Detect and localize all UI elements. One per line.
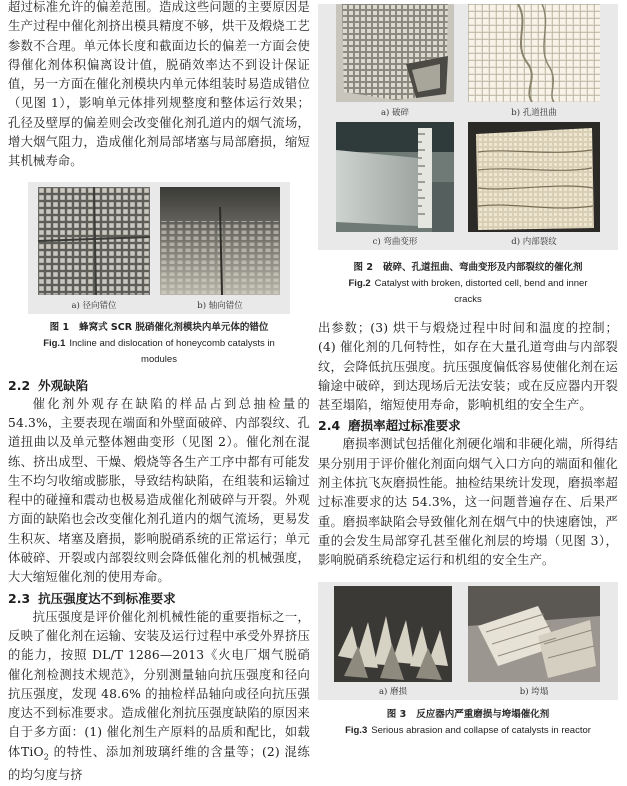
figure-2-title-zh: 破碎、孔道扭曲、弯曲变形及内部裂纹的催化剂 [382,262,583,273]
figure-3-label-en: Fig.3 [345,724,368,736]
figure-1-title-en: Incline and dislocation of honeycomb catalysts in modules [69,337,275,365]
continued-paragraph: 出参数；(3) 烘干与煅烧过程中时间和温度的控制；(4) 催化剂的几何特性，如存在大量孔道弯曲与内部裂纹，会降低抗压强度。抗压强度偏低容易使催化剂在运输途中破碎，到达现场后无法安装；或在反应器内开裂甚至塌陷，缩短使用寿命，影响机组的安全生产。 [318,321,618,413]
figure-2b-caption: b) 孔道扭曲 [511,108,557,118]
figure-3-caption-en [318,723,618,739]
section-2-3-body [8,608,310,786]
figure-3b-photo [468,586,600,682]
figure-1b-caption: b) 轴向错位 [197,300,243,311]
figure-1b-photo [160,187,280,295]
figure-3 [318,582,618,700]
figure-3a-photo [334,586,452,682]
figure-1a-photo [38,187,150,295]
figure-1-label-en: Fig.1 [43,337,66,349]
section-2-4-body: 磨损率测试包括催化剂硬化端和非硬化端，所得结果分别用于评价催化剂面向烟气入口方向的端面和催化剂主体抗飞灰磨损性能。抽检结果统计发现，磨损率超过标准要求的达 54.3%，这一问题普遍存在、后果严重。磨损率缺陷会导致催化剂在烟气中的快速磨蚀，严重的会发生局部穿孔甚至催化剂层的垮塌（见图 3），影响脱硝系统稳定运行和机组的安全生产。 [318,437,618,568]
figure-3-title-en: Serious abrasion and collapse of catalysts in reactor [371,724,591,736]
figure-1-caption-en [8,336,310,368]
section-2-3-body-part2: 的特性、添加剂玻璃纤维的含量等；(2) 混练的均匀度与挤 [8,744,310,783]
section-2-3-title: 抗压强度达不到标准要求 [38,590,176,606]
section-2-4-heading [318,416,618,435]
figure-3a-caption: a) 磨损 [378,686,408,697]
section-2-2-body: 催化剂外观存在缺陷的样品占到总抽检量的 54.3%，主要表现在端面和外壁面破碎、内部裂纹、孔道扭曲以及单元整体翘曲变形（见图 2）。催化剂在混练、挤出成型、干燥、煅烧等各生产工序中都有可能发生不均匀收缩或膨胀，导致结构缺陷，在组装和运输过程中的碰撞和震动也极易造成催化剂破碎与开裂。外观方面的缺陷也会改变催化剂孔道内的烟气流场，更易发生积灰、堵塞及磨损，影响脱硝系统的正常运行；单元体破碎、开裂或内部裂纹则会降低催化剂的机械强度，大大缩短催化剂的使用寿命。 [8,396,310,585]
figure-2c-caption: c) 弯曲变形 [372,237,418,247]
figure-2-label-en: Fig.2 [348,278,371,289]
figure-2c-photo [336,122,454,232]
figure-1-title-zh: 蜂窝式 SCR 脱硝催化剂模块内单元体的错位 [79,321,269,333]
section-2-2-title: 外观缺陷 [38,377,89,393]
section-2-4-number: 2.4 [318,418,341,434]
figure-1-label-zh: 图 1 [49,321,70,333]
figure-2b-photo [468,4,600,102]
figure-3b-caption: b) 垮塌 [519,686,549,697]
figure-2 [318,4,618,250]
figure-1-caption-zh [8,320,310,336]
section-2-3-body-part1: 抗压强度是评价催化剂机械性能的重要指标之一，反映了催化剂在运输、安装及运行过程中承受外界挤压的能力，按照 DL/T 1286—2013《火电厂烟气脱硝催化剂检测技术规范》，分别测量轴向抗压强度和径向抗压强度，发现 48.6% 的抽检样品轴向或径向抗压强度达不到标准要求。造成催化剂抗压强度缺陷的原因来自于多方面：(1) 催化剂生产原料的品质和配比，如载体TiO [8,609,310,759]
section-2-3-number: 2.3 [8,590,31,606]
figure-3-label-zh: 图 3 [386,708,407,720]
tio2-subscript: 2 [43,752,49,762]
figure-2d-photo [468,122,600,232]
figure-2d-caption: d) 内部裂纹 [511,237,557,247]
figure-2a-photo [336,4,454,102]
section-2-2-number: 2.2 [8,377,31,393]
figure-3-title-zh: 反应器内严重磨损与垮塌催化剂 [416,708,550,720]
intro-paragraph: 超过标准允许的偏差范围。造成这些问题的主要原因是生产过程中催化剂挤出模具精度不够，烘干及煅烧工艺参数不合理。单元体长度和截面边长的偏差一方面会使得催化剂体积偏离设计值，脱硝效率达不到设计保证值，另一方面在催化剂模块内单元体组装时易造成错位（见图 1），影响单元体排列规整度和整体运行效果；孔径及壁厚的偏差则会改变催化剂孔道内的烟气流场，增大烟气阻力，造成催化剂局部堵塞与局部磨损，缩短其机械寿命。 [8,0,310,169]
section-2-3-heading [8,589,310,608]
figure-2-title-en: Catalyst with broken, distorted cell, bend and inner cracks [374,278,588,305]
figure-3-caption-zh [318,707,618,723]
left-column [8,0,310,786]
figure-2a-caption: a) 破碎 [380,108,410,118]
figure-2-caption-en [318,276,618,308]
figure-1a-caption: a) 径向错位 [71,300,117,311]
section-2-4-title: 磨损率超过标准要求 [348,418,461,434]
figure-2-caption-zh [318,260,618,276]
section-2-2-heading [8,376,310,395]
figure-1 [28,182,290,314]
figure-2-label-zh: 图 2 [353,262,373,273]
right-column [318,0,618,739]
